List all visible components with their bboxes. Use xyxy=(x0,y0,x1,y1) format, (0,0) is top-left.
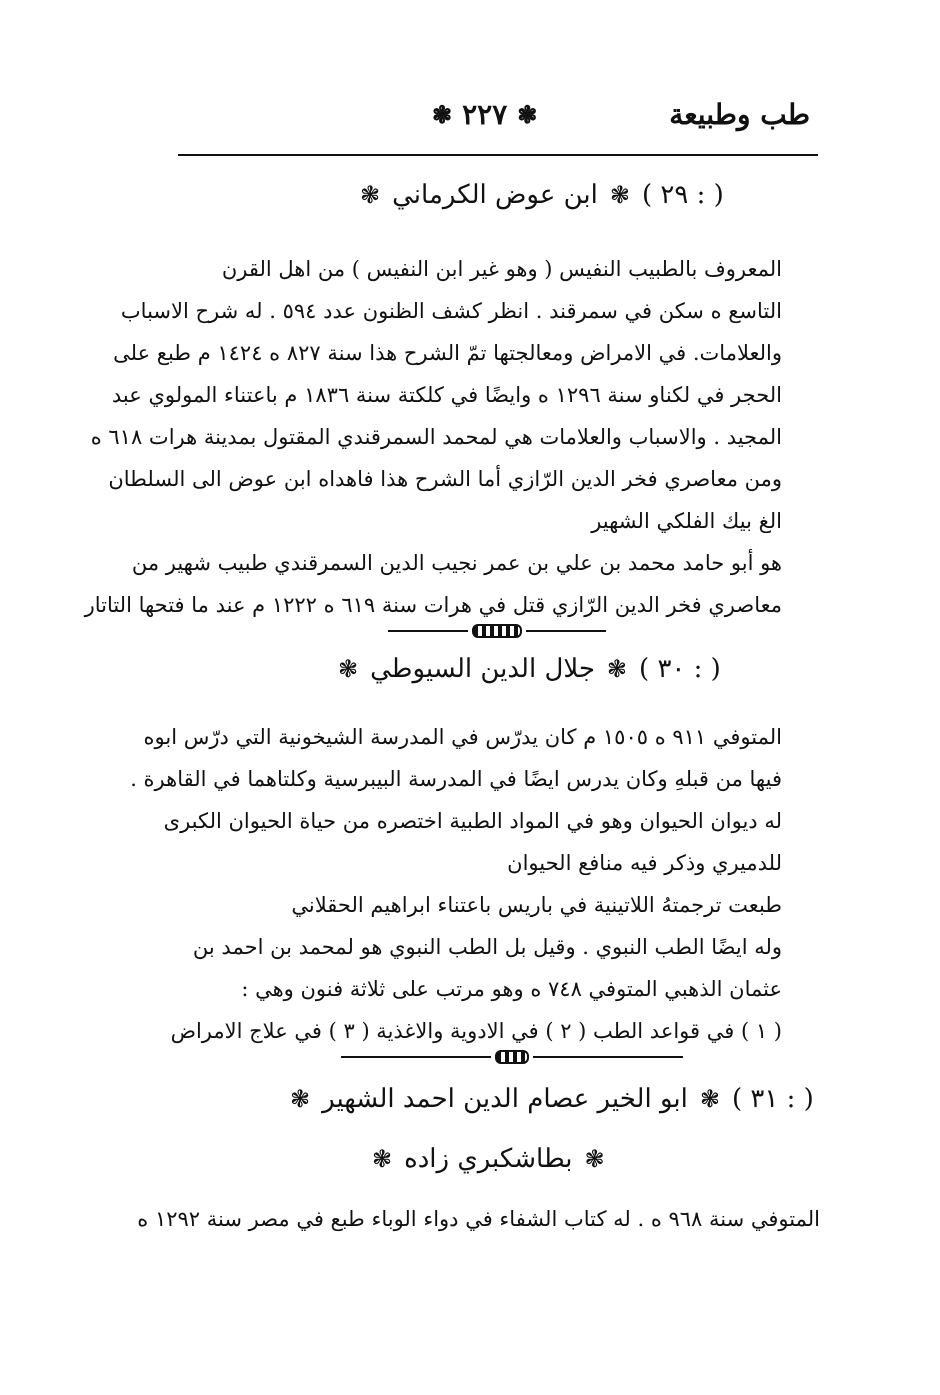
text-line: عثمان الذهبي المتوفي ٧٤٨ ه وهو مرتب على ثلاثة فنون وهي : xyxy=(241,977,782,1001)
entry-paragraph xyxy=(84,542,820,626)
text-line: الغ بيك الفلكي الشهير xyxy=(591,509,782,533)
running-header xyxy=(170,96,820,146)
entry-heading xyxy=(290,1084,814,1114)
text-line: طبعت ترجمتهُ اللاتينية في باريس باعتناء ابراهيم الحقلاني xyxy=(291,893,782,917)
entry-paragraph xyxy=(170,926,820,1052)
entry-paragraph xyxy=(90,248,820,542)
text-line: التاسع ه سكن في سمرقند . انظر كشف الظنون عدد ٥٩٤ . له شرح الاسباب xyxy=(120,299,782,323)
entry-paragraph xyxy=(180,884,820,926)
ornament-icon: ❃ xyxy=(699,1085,720,1113)
header-rule xyxy=(178,154,818,156)
text-line: ومن معاصري فخر الدين الرّازي أما الشرح هذا فاهداه ابن عوض الى السلطان xyxy=(108,467,782,491)
entry-heading xyxy=(360,180,724,210)
ornament-icon: ❃ xyxy=(360,181,381,209)
ornament-icon: ❃ xyxy=(584,1145,605,1173)
text-line: هو أبو حامد محمد بن علي بن عمر نجيب الدين السمرقندي طبيب شهير من xyxy=(131,551,782,575)
page-number: ٢٢٧ xyxy=(462,98,508,131)
entry-name: ابن عوض الكرماني xyxy=(392,180,598,210)
ornament-icon: ❃ xyxy=(606,655,628,683)
text-line: فيها من قبلهِ وكان يدرس ايضًا في المدرسة البيبرسية وكلتاهما في القاهرة . xyxy=(130,767,782,791)
entry-name-continued: بطاشكبري زاده xyxy=(404,1144,573,1174)
text-line: المتوفي ٩١١ ه ١٥٠٥ م كان يدرّس في المدرسة الشيخونية التي درّس ابوه xyxy=(143,725,782,749)
text-line: الحجر في لكناو سنة ١٢٩٦ ه وايضًا في كلكتة سنة ١٨٣٦ م باعتناء المولوي عبد xyxy=(111,383,782,407)
entry-name: ابو الخير عصام الدين احمد الشهير xyxy=(322,1084,688,1114)
text-line: للدميري وذكر فيه منافع الحيوان xyxy=(507,851,782,875)
text-line: المعروف بالطبيب النفيس ( وهو غير ابن النفيس ) من اهل القرن xyxy=(221,257,782,281)
ornament-icon: ❃ xyxy=(609,181,630,209)
running-title: طب وطبيعة xyxy=(669,98,810,131)
page-number-group xyxy=(432,98,537,131)
section-divider xyxy=(380,624,614,638)
text-line: ( ١ ) في قواعد الطب ( ٢ ) في الادوية والاغذية ( ٣ ) في علاج الامراض xyxy=(170,1019,782,1043)
entry-number: ( ٢٩ : ) xyxy=(641,180,724,210)
ornament-icon: ❃ xyxy=(517,100,538,129)
ornament-icon: ❃ xyxy=(338,655,359,683)
text-line: معاصري فخر الدين الرّازي قتل في هرات سنة ٦١٩ ه ١٢٢٢ م عند ما فتحها التاتار xyxy=(84,593,782,617)
section-divider xyxy=(330,1050,694,1064)
entry-heading xyxy=(338,654,721,684)
ornament-icon: ❃ xyxy=(290,1085,311,1113)
text-line: له ديوان الحيوان وهو في المواد الطبية اختصره من حياة الحيوان الكبرى xyxy=(163,809,782,833)
entry-heading-line2 xyxy=(372,1144,605,1174)
text-line: المجيد . والاسباب والعلامات هي لمحمد السمرقندي المقتول بمدينة هرات ٦١٨ ه xyxy=(90,425,782,449)
text-line: والعلامات. في الامراض ومعالجتها تمّ الشرح هذا سنة ٨٢٧ ه ١٤٢٤ م طبع على xyxy=(113,341,782,365)
entry-paragraph xyxy=(130,716,820,884)
text-line: المتوفي سنة ٩٦٨ ه . له كتاب الشفاء في دواء الوباء طبع في مصر سنة ١٢٩٢ ه xyxy=(137,1207,820,1231)
entry-number: ( ٣١ : ) xyxy=(731,1084,814,1114)
ornament-icon: ❃ xyxy=(432,100,453,129)
entry-number: ( ٣٠ : ) xyxy=(639,654,721,684)
text-line: وله ايضًا الطب النبوي . وقيل بل الطب النبوي هو لمحمد بن احمد بن xyxy=(192,935,782,959)
entry-name: جلال الدين السيوطي xyxy=(370,654,595,684)
entry-paragraph xyxy=(137,1198,820,1240)
ornament-icon: ❃ xyxy=(372,1145,393,1173)
